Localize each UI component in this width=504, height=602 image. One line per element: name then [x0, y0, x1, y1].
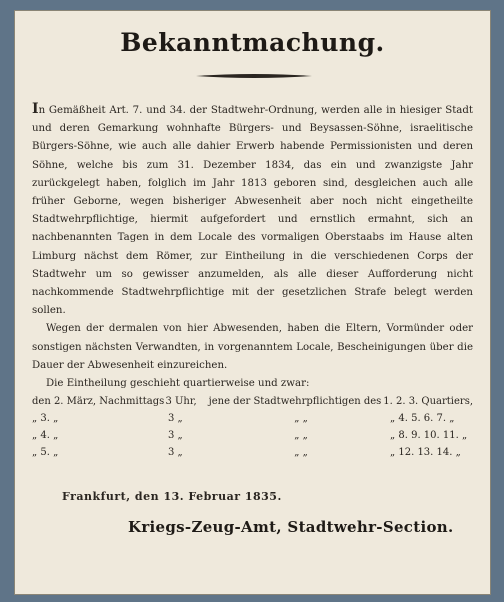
paragraph-1 — [32, 100, 473, 320]
schedule-date: „ 4. „ — [32, 430, 59, 442]
paragraph-3: Die Eintheilung geschieht quartierweise und zwar: — [46, 378, 310, 390]
schedule-row — [32, 444, 473, 461]
document-body — [32, 100, 473, 461]
schedule-table — [32, 393, 473, 461]
schedule-quarters: 1. 2. 3. Quartiers, — [383, 396, 474, 408]
schedule-time: 3 „ — [168, 447, 183, 459]
schedule-date: „ 3. „ — [32, 413, 59, 425]
document-sheet — [14, 10, 491, 595]
paragraph-2: Wegen der dermalen von hier Abwesenden, haben die Eltern, Vormünder oder sonstigen nächsten Verwandten, in vorgenanntem Locale, Bescheinigungen über die Dauer der Abwesenheit einzureichen. — [32, 323, 473, 371]
date-line: Frankfurt, den 13. Februar 1835. — [62, 490, 282, 503]
schedule-quarters: „ 8. 9. 10. 11. „ — [390, 430, 468, 442]
schedule-subject: „ „ — [294, 447, 308, 459]
signature: Kriegs-Zeug-Amt, Stadtwehr-Section. — [128, 518, 454, 536]
drop-initial: I — [32, 101, 39, 117]
schedule-time: 3 Uhr, — [165, 396, 197, 408]
schedule-subject: jene der Stadtwehrpflichtigen des — [208, 396, 382, 408]
schedule-row — [32, 410, 473, 427]
ornamental-rule — [196, 73, 312, 79]
schedule-row — [32, 393, 473, 410]
schedule-row — [32, 427, 473, 444]
schedule-date: „ 5. „ — [32, 447, 59, 459]
schedule-time: 3 „ — [168, 430, 183, 442]
schedule-date: den 2. März, Nachmittags — [32, 396, 165, 408]
schedule-quarters: „ 12. 13. 14. „ — [390, 447, 461, 459]
schedule-subject: „ „ — [294, 413, 308, 425]
schedule-subject: „ „ — [294, 430, 308, 442]
schedule-time: 3 „ — [168, 413, 183, 425]
schedule-quarters: „ 4. 5. 6. 7. „ — [390, 413, 455, 425]
paragraph-1-text: n Gemäßheit Art. 7. und 34. der Stadtwehr-Ordnung, werden alle in hiesiger Stadt und deren Gemarkung wohnhafte Bürgers- und Beysassen-Söhne, israelitische Bürgers-Söhne, wie auch alle dahier Erwerb habende Permissionisten und deren Söhne, welche bis zum 31. Dezember 1834, das ein und zwanzigste Jahr zurückgelegt haben, folglich im Jahr 1813 geboren sind, desgleichen auch alle früher Geborne, wegen bisheriger Abwesenheit aber noch nicht eingetheilte Stadtwehrpflichtige, hiermit aufgefordert und ernstlich ermahnt, sich an nachbenannten Tagen in dem Locale des vormaligen Oberstaabs im Hause alten Limburg nächst dem Römer, zur Eintheilung in die verschiedenen Corps der Stadtwehr um so gewisser anzumelden, als alle dieser Aufforderung nicht nachkommende Stadtwehrpflichtige mit der gesetzlichen Strafe belegt werden sollen. — [32, 105, 473, 317]
page-title: Bekanntmachung. — [120, 28, 385, 57]
